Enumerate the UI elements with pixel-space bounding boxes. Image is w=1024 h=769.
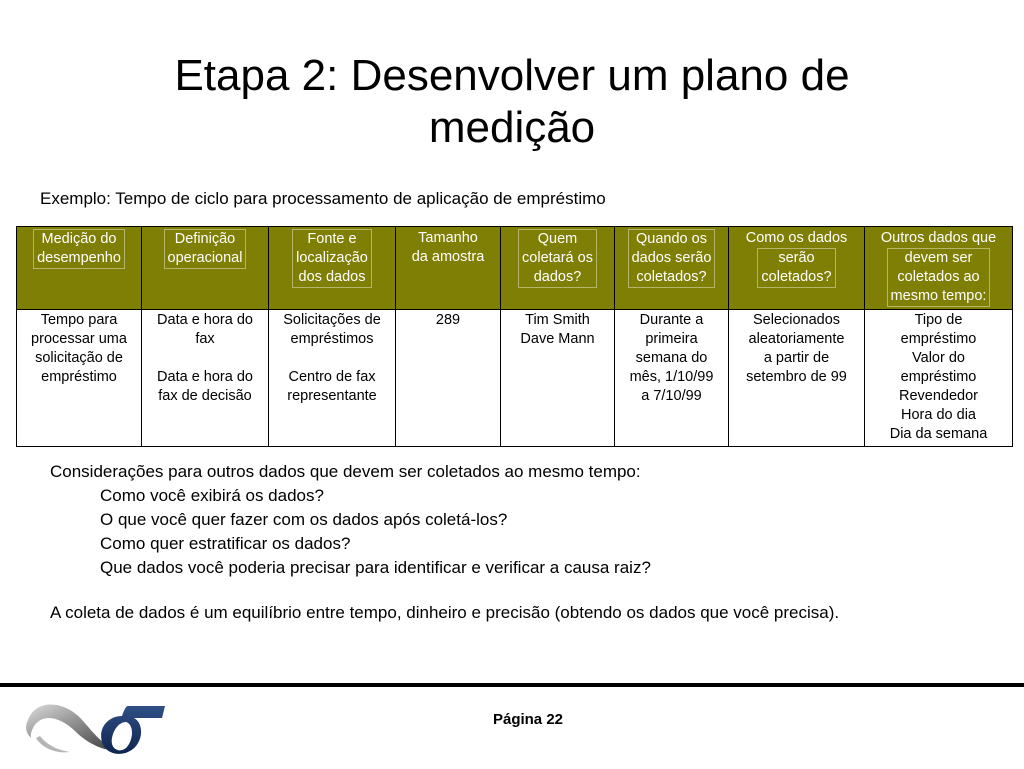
measurement-plan-table	[16, 226, 1013, 447]
cell-definition: Data e hora do fax Data e hora do fax de decisão	[142, 310, 269, 447]
consideration-item: O que você quer fazer com os dados após coletá-los?	[100, 510, 508, 529]
considerations-heading: Considerações para outros dados que devem ser coletados ao mesmo tempo:	[50, 462, 641, 481]
header-other-data: Outros dados que devem ser coletados ao mesmo tempo:	[865, 227, 1013, 310]
considerations-block	[50, 460, 651, 580]
cell-other-data: Tipo de empréstimo Valor do empréstimo Revendedor Hora do dia Dia da semana	[865, 310, 1013, 447]
cell-source: Solicitações de empréstimos Centro de fax representante	[269, 310, 396, 447]
table-row	[17, 310, 1013, 447]
footer-divider	[0, 683, 1024, 687]
title-line-1: Etapa 2: Desenvolver um plano de	[174, 51, 850, 100]
closing-statement: A coleta de dados é um equilíbrio entre tempo, dinheiro e precisão (obtendo os dados que você precisa).	[50, 603, 840, 622]
page-number: Página 22	[492, 711, 564, 728]
header-definition: Definição operacional	[142, 227, 269, 310]
cell-who: Tim Smith Dave Mann	[501, 310, 615, 447]
header-when: Quando os dados serão coletados?	[615, 227, 729, 310]
example-subtitle: Exemplo: Tempo de ciclo para processamento de aplicação de empréstimo	[40, 189, 606, 208]
header-who: Quem coletará os dados?	[501, 227, 615, 310]
table-header-row	[17, 227, 1013, 310]
title-line-2: medição	[428, 103, 596, 152]
cell-how: Selecionados aleatoriamente a partir de setembro de 99	[729, 310, 865, 447]
cell-sample-size: 289	[396, 310, 501, 447]
slide-title	[0, 50, 1024, 154]
cell-measure: Tempo para processar uma solicitação de empréstimo	[17, 310, 142, 447]
header-measure: Medição do desempenho	[17, 227, 142, 310]
cell-when: Durante a primeira semana do mês, 1/10/99 a 7/10/99	[615, 310, 729, 447]
sigma-logo-icon	[22, 692, 172, 764]
header-how: Como os dados serão coletados?	[729, 227, 865, 310]
consideration-item: Como quer estratificar os dados?	[100, 534, 351, 553]
consideration-item: Como você exibirá os dados?	[100, 486, 324, 505]
header-source: Fonte e localização dos dados	[269, 227, 396, 310]
consideration-item: Que dados você poderia precisar para identificar e verificar a causa raiz?	[100, 558, 651, 577]
header-sample-size: Tamanho da amostra	[396, 227, 501, 310]
